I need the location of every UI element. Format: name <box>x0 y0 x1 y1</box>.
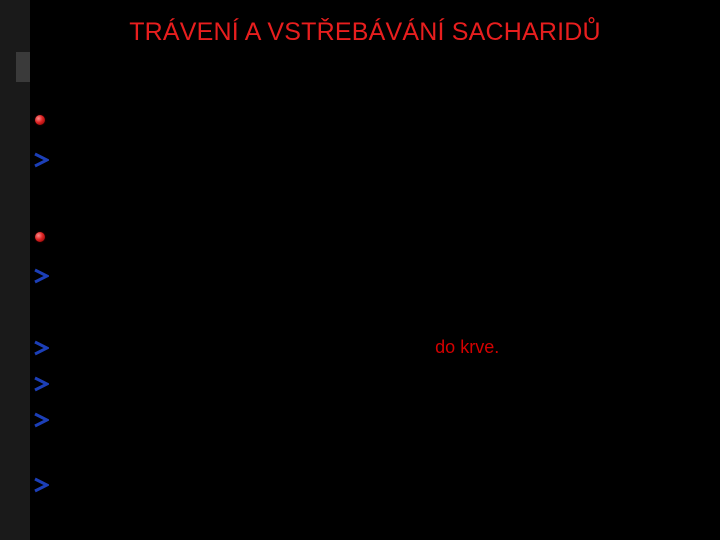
right-arrow-icon <box>245 153 265 167</box>
amylase-enzyme: α-amyláza (Ptyalin) <box>60 149 242 171</box>
disaccharides-line: Disacharidy se ve střevě běžně nevstřebávají. <box>60 474 428 494</box>
amylase-line <box>60 148 539 172</box>
red-dot-icon <box>35 115 45 125</box>
enzymes-list: Maltáza, laktáza, sacharáza a další enzymy <box>60 265 465 287</box>
corner-square <box>16 52 30 82</box>
blue-arrow-icon <box>33 268 49 284</box>
into-blood-text: do krve. <box>435 337 500 357</box>
enzymes-action: štěpí <box>494 266 534 286</box>
slower-absorption-line-1: Mnohem pomaleji se vstřebává fruktóza, ještě pomaleji <box>60 409 499 429</box>
monosaccharides-text: Monosacharidy se vstřebávají v tenkém střevě <box>60 337 436 357</box>
amylase-action: štěpí škrob a glykogen <box>271 149 488 171</box>
monosaccharides-line <box>60 335 499 359</box>
amylase-line-2: na maltózu (disacharid). <box>60 179 274 201</box>
blue-arrow-icon <box>33 340 49 356</box>
section-heading-mouth: ÚSTNÍ DUTINA <box>60 109 202 131</box>
blue-arrow-icon <box>33 412 49 428</box>
section-heading-duodenum: DVANÁCTNÍK <box>60 226 191 248</box>
blue-arrow-icon <box>33 477 49 493</box>
amylase-until: až <box>517 149 540 171</box>
right-arrow-icon <box>469 269 489 283</box>
blue-arrow-icon <box>33 376 49 392</box>
slide-title: TRÁVENÍ A VSTŘEBÁVÁNÍ SACHARIDŮ <box>129 18 601 46</box>
slower-absorption-line-2: manóza, xylóza a arabinóza. <box>60 434 290 454</box>
right-arrow-icon <box>492 153 512 167</box>
fastest-absorption-line: Nejrychleji se vstřebává galaktóza a glukóza. <box>60 373 420 393</box>
red-dot-icon <box>35 232 45 242</box>
enzymes-line <box>60 264 534 288</box>
enzymes-line-2: oligosacharidy až na monosacharidy. <box>60 298 355 318</box>
blue-arrow-icon <box>33 152 49 168</box>
